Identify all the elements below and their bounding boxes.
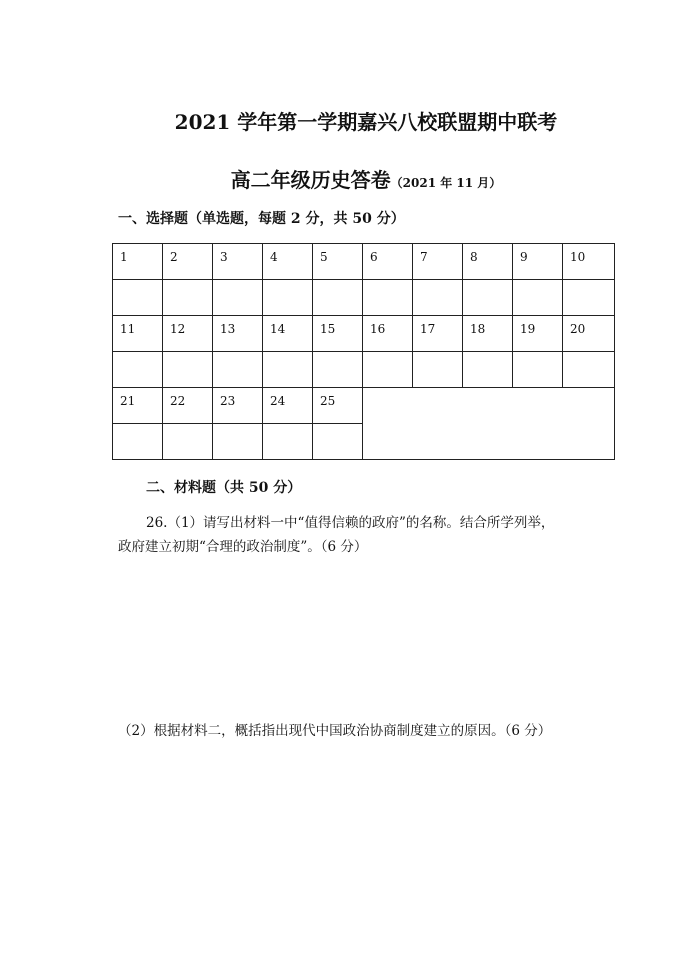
question-number: 7: [413, 244, 463, 280]
question-number: 16: [363, 316, 413, 352]
question-number: 6: [363, 244, 413, 280]
question-number: 8: [463, 244, 513, 280]
answer-cell[interactable]: [413, 280, 463, 316]
answer-cell[interactable]: [513, 280, 563, 316]
question-number: 18: [463, 316, 513, 352]
question-number: 24: [263, 388, 313, 424]
question-number-row: [113, 316, 615, 352]
section-choice-heading: 一、选择题（单选题，每题 2 分，共 50 分）: [118, 211, 405, 227]
page-title: 2021 学年第一学期嘉兴八校联盟期中联考: [174, 110, 558, 134]
question-number: 2: [163, 244, 213, 280]
empty-block: [363, 388, 615, 460]
answer-cell[interactable]: [163, 280, 213, 316]
answer-cell[interactable]: [263, 280, 313, 316]
question-number: 12: [163, 316, 213, 352]
answer-cell[interactable]: [463, 280, 513, 316]
answer-cell[interactable]: [113, 424, 163, 460]
answer-row: [113, 352, 615, 388]
question-number: 19: [513, 316, 563, 352]
question-number: 21: [113, 388, 163, 424]
answer-cell[interactable]: [263, 352, 313, 388]
question-number: 5: [313, 244, 363, 280]
answer-cell[interactable]: [363, 280, 413, 316]
answer-cell[interactable]: [563, 352, 615, 388]
answer-cell[interactable]: [313, 280, 363, 316]
question-number: 13: [213, 316, 263, 352]
answer-cell[interactable]: [463, 352, 513, 388]
question-number: 14: [263, 316, 313, 352]
answer-cell[interactable]: [513, 352, 563, 388]
answer-cell[interactable]: [163, 352, 213, 388]
answer-cell[interactable]: [413, 352, 463, 388]
question-26-part1-line2: 政府建立初期“合理的政治制度”。（6 分）: [118, 539, 368, 555]
question-number: 23: [213, 388, 263, 424]
answer-cell[interactable]: [163, 424, 213, 460]
question-number: 11: [113, 316, 163, 352]
answer-cell[interactable]: [213, 352, 263, 388]
question-number: 1: [113, 244, 163, 280]
question-number: 10: [563, 244, 615, 280]
answer-cell[interactable]: [263, 424, 313, 460]
answer-cell[interactable]: [213, 280, 263, 316]
question-number: 20: [563, 316, 615, 352]
answer-row: [113, 280, 615, 316]
page-subtitle: [0, 164, 692, 193]
answer-cell[interactable]: [313, 424, 363, 460]
question-number: 4: [263, 244, 313, 280]
question-26-part2: （2）根据材料二，概括指出现代中国政治协商制度建立的原因。（6 分）: [118, 723, 552, 739]
question-26-part1-line1: 26.（1）请写出材料一中“值得信赖的政府”的名称。结合所学列举，: [146, 515, 555, 531]
question-number: 9: [513, 244, 563, 280]
question-number: 3: [213, 244, 263, 280]
subtitle-text: 高二年级历史答卷: [230, 168, 391, 192]
answer-cell[interactable]: [313, 352, 363, 388]
answer-cell[interactable]: [113, 280, 163, 316]
question-number-row: [113, 388, 615, 424]
answer-cell[interactable]: [563, 280, 615, 316]
question-number-row: [113, 244, 615, 280]
question-number: 17: [413, 316, 463, 352]
question-number: 15: [313, 316, 363, 352]
section-material-heading: 二、材料题（共 50 分）: [146, 480, 302, 496]
question-number: 22: [163, 388, 213, 424]
answer-cell[interactable]: [363, 352, 413, 388]
answer-cell[interactable]: [113, 352, 163, 388]
answer-grid: [112, 243, 615, 460]
question-number: 25: [313, 388, 363, 424]
exam-date: （2021 年 11 月）: [390, 176, 502, 190]
answer-cell[interactable]: [213, 424, 263, 460]
